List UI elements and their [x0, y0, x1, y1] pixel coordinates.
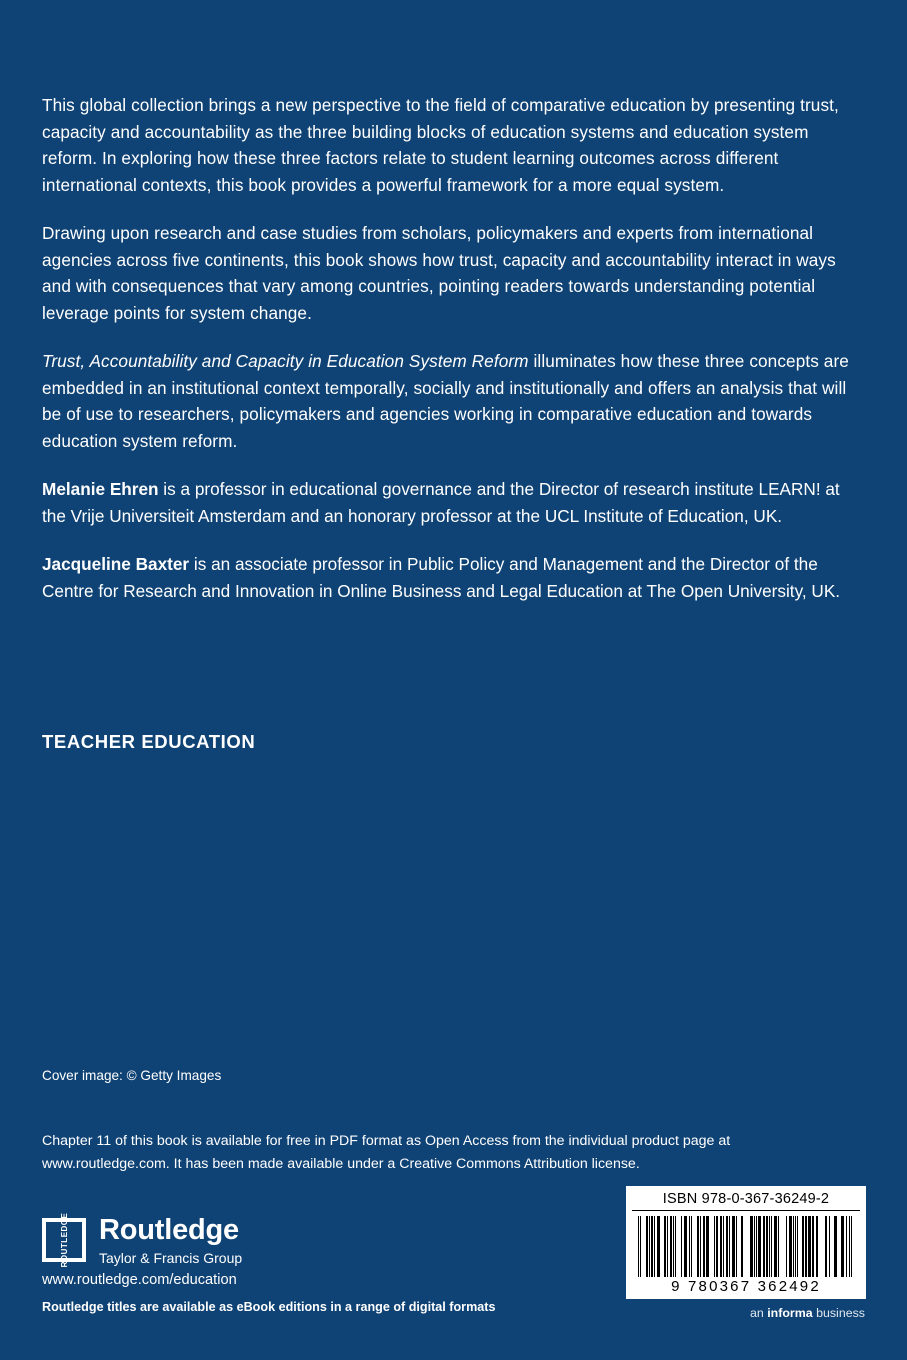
author-bio-1 — [42, 476, 860, 529]
isbn-label: ISBN 978-0-367-36249-2 — [632, 1191, 860, 1211]
author-bio-text-1: is a professor in educational governance and the Director of research institute LEARN! at the Vrije Universiteit Amsterdam and an honorary professor at the UCL Institute of Education, UK. — [42, 479, 840, 526]
publisher-logo-words — [99, 1216, 242, 1265]
author-name-1: Melanie Ehren — [42, 479, 159, 499]
informa-suffix: business — [812, 1306, 865, 1320]
publisher-website: www.routledge.com/education — [42, 1272, 237, 1288]
book-title-paragraph-rest: illuminates how these three concepts are embedded in an institutional context temporally, socially and institutionally and offers an analysis that will be of use to researchers, policymakers and agencies working in comparative education and towards education system reform. — [42, 351, 849, 451]
book-title-italic: Trust, Accountability and Capacity in Education System Reform — [42, 351, 529, 371]
cover-image-credit: Cover image: © Getty Images — [42, 1068, 222, 1083]
subject-category: TEACHER EDUCATION — [42, 731, 256, 752]
informa-prefix: an — [749, 1306, 768, 1320]
author-bio-2 — [42, 551, 860, 604]
isbn-barcode — [626, 1186, 866, 1299]
blurb-paragraph-1: This global collection brings a new perspective to the field of comparative education by presenting trust, capacity and accountability as the three building blocks of education systems and education system reform. In exploring how these three factors relate to student learning outcomes across different international contexts, this book provides a powerful framework for a more equal system. — [42, 95, 839, 195]
author-name-2: Jacqueline Baxter — [42, 554, 190, 574]
informa-brand: informa — [767, 1306, 813, 1320]
blurb-section — [42, 92, 860, 626]
publisher-name: Routledge — [99, 1214, 239, 1246]
blurb-paragraph-2: Drawing upon research and case studies from scholars, policymakers and experts from international agencies across five continents, this book shows how trust, capacity and accountability interact in ways and with consequences that vary among countries, pointing readers towards understanding potential leverage points for system change. — [42, 223, 836, 323]
ebook-availability-note: Routledge titles are available as eBook editions in a range of digital formats — [42, 1300, 496, 1314]
barcode-digits: 9 780367 362492 — [671, 1278, 821, 1295]
routledge-logo-mark-text: ROUTLEDGE — [59, 1212, 69, 1268]
barcode-bars-icon — [632, 1216, 860, 1277]
routledge-logo-mark-icon — [42, 1212, 86, 1268]
publisher-tagline: Taylor & Francis Group — [99, 1250, 243, 1266]
informa-business-note — [750, 1306, 865, 1320]
book-title-paragraph — [42, 348, 860, 454]
publisher-logo — [42, 1212, 243, 1268]
open-access-note: Chapter 11 of this book is available for free in PDF format as Open Access from the individual product page at www.routledge.com. It has been made available under a Creative Commons Attribution license. — [42, 1133, 731, 1172]
author-bio-text-2: is an associate professor in Public Policy and Management and the Director of the Centre for Research and Innovation in Online Business and Legal Education at The Open University, UK. — [42, 554, 841, 601]
